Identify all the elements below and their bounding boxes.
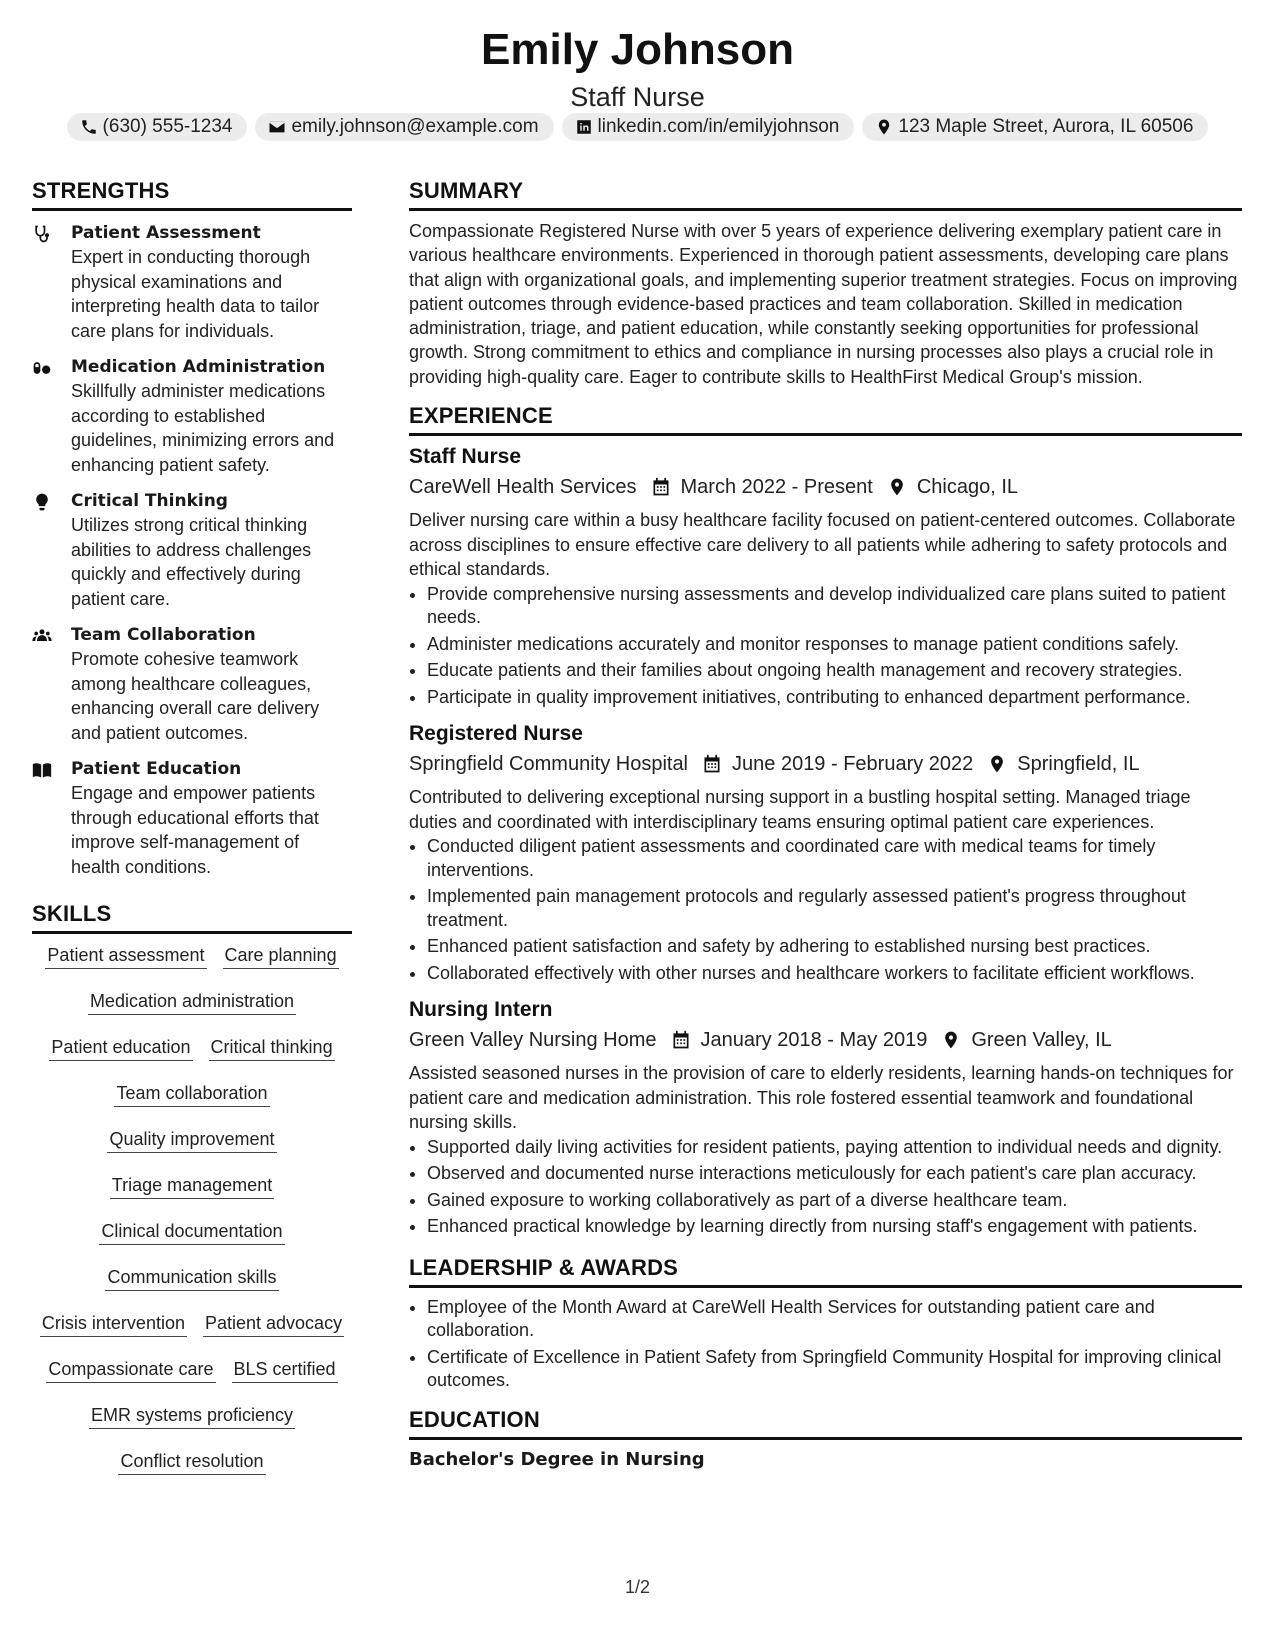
job-description: Assisted seasoned nurses in the provision of care to elderly residents, learning hands-on techniques for patient care and medication administration. This role fostered essential teamwork and foundational nursing skills. (409, 1063, 1234, 1133)
calendar-icon (651, 477, 671, 497)
resume-header (0, 18, 1275, 112)
email-contact[interactable] (255, 113, 553, 141)
job-company: CareWell Health Services (409, 476, 637, 499)
strength-item (32, 355, 352, 477)
summary-heading: SUMMARY (409, 178, 1242, 211)
calendar-icon (702, 754, 722, 774)
job-bullet: • Educate patients and their families about ongoing health management and recovery strategies. (427, 659, 1242, 683)
job-title: Nursing Intern (409, 998, 553, 1022)
strength-desc: Expert in conducting thorough physical examinations and interpreting health data to tailor care plans for individuals. (71, 247, 320, 341)
experience-heading: EXPERIENCE (409, 403, 1242, 436)
job-bullet: • Supported daily living activities for resident patients, paying attention to individual needs and dignity. (427, 1136, 1242, 1160)
job-bullet: • Participate in quality improvement initiatives, contributing to enhanced department performance. (427, 686, 1242, 710)
job-bullet: • Administer medications accurately and monitor responses to manage patient conditions safely. (427, 633, 1242, 657)
strength-item (32, 623, 352, 745)
contact-bar (0, 113, 1275, 141)
map-pin-icon (941, 1030, 961, 1050)
linkedin-text: linkedin.com/in/emilyjohnson (597, 116, 840, 137)
education-heading: EDUCATION (409, 1407, 1242, 1440)
right-column (409, 178, 1242, 1472)
strength-title: Patient Education (71, 759, 242, 779)
leadership-list (409, 1296, 1242, 1393)
page-number: 1/2 (624, 1577, 651, 1597)
job-bullet: • Enhanced practical knowledge by learning directly from nursing staff's engagement with patients. (427, 1215, 1242, 1239)
email-text: emily.johnson@example.com (291, 116, 539, 137)
left-column (32, 178, 352, 1495)
job-dates: June 2019 - February 2022 (732, 753, 974, 776)
skill-tag: Crisis intervention (40, 1311, 187, 1337)
map-pin-icon (875, 118, 893, 136)
skill-tag: Triage management (110, 1173, 274, 1199)
candidate-title: Staff Nurse (570, 82, 705, 112)
lightbulb-icon (32, 492, 52, 512)
job-bullets (409, 1136, 1242, 1239)
job-bullets (409, 835, 1242, 985)
strength-item (32, 221, 352, 343)
book-icon (32, 760, 52, 780)
phone-contact[interactable] (67, 113, 248, 141)
job-bullet: • Implemented pain management protocols and regularly assessed patient's progress throughout treatment. (427, 885, 1242, 932)
leadership-item: • Certificate of Excellence in Patient Safety from Springfield Community Hospital for improving clinical outcomes. (427, 1346, 1242, 1393)
job-description: Contributed to delivering exceptional nursing support in a bustling hospital setting. Managed triage duties and coordinated with interdisciplinary teams ensuring optimal patient care experiences. (409, 787, 1191, 832)
job-bullet: • Collaborated effectively with other nurses and healthcare workers to facilitate efficient workflows. (427, 962, 1242, 986)
job-bullet: • Conducted diligent patient assessments and coordinated care with medical teams for timely interventions. (427, 835, 1242, 882)
linkedin-icon (575, 118, 593, 136)
envelope-icon (268, 118, 286, 136)
job-bullet: • Observed and documented nurse interactions meticulously for each patient's care plan accuracy. (427, 1162, 1242, 1186)
job-company: Green Valley Nursing Home (409, 1029, 657, 1052)
strength-desc: Engage and empower patients through educational efforts that improve self-management of health conditions. (71, 783, 319, 877)
job-meta (409, 472, 1242, 502)
strengths-list (32, 221, 352, 879)
stethoscope-icon (32, 224, 52, 244)
strength-desc: Utilizes strong critical thinking abilities to address challenges quickly and effectively during patient care. (71, 515, 312, 609)
calendar-icon (671, 1030, 691, 1050)
strength-item (32, 489, 352, 611)
users-icon (32, 626, 52, 646)
job-title: Staff Nurse (409, 445, 522, 469)
skills-list (32, 934, 352, 1495)
job-dates: March 2022 - Present (680, 476, 873, 499)
job-bullets (409, 583, 1242, 710)
skill-tag: Medication administration (88, 989, 296, 1015)
job-location: Springfield, IL (1017, 753, 1140, 776)
job-entry (409, 442, 1242, 709)
strength-item (32, 757, 352, 879)
address-text: 123 Maple Street, Aurora, IL 60506 (898, 116, 1194, 137)
phone-icon (80, 118, 98, 136)
leadership-item: • Employee of the Month Award at CareWell Health Services for outstanding patient care and collaboration. (427, 1296, 1242, 1343)
pills-icon (32, 358, 52, 378)
job-bullet: • Enhanced patient satisfaction and safety by adhering to established nursing best practices. (427, 935, 1242, 959)
summary-text: Compassionate Registered Nurse with over 5 years of experience delivering exemplary patient care in various healthcare environments. Experienced in thorough patient assessments, developing care plans that align with organizational goals, and implementing superior treatment strategies. Focus on improving patient outcomes through evidence-based practices and team collaboration. Skilled in medication administration, triage, and patient education, while constantly seeking opportunities for professional growth. Strong commitment to ethics and compliance in nursing processes also plays a crucial role in providing high-quality care. Eager to contribute skills to HealthFirst Medical Group's mission. (409, 221, 1238, 387)
strength-title: Patient Assessment (71, 223, 261, 243)
candidate-name: Emily Johnson (481, 25, 794, 74)
strength-desc: Promote cohesive teamwork among healthcare colleagues, enhancing overall care delivery and patient outcomes. (71, 649, 320, 743)
linkedin-contact[interactable] (562, 113, 855, 141)
skill-tag: Patient assessment (45, 943, 206, 969)
address-contact[interactable] (862, 113, 1208, 141)
job-description: Deliver nursing care within a busy healthcare facility focused on patient-centered outcomes. Collaborate across disciplines to ensure effective care delivery to all patients while adhering to safety protocols and ethical standards. (409, 510, 1236, 580)
skill-tag: Team collaboration (114, 1081, 269, 1107)
job-bullet: • Gained exposure to working collaboratively as part of a diverse healthcare team. (427, 1189, 1242, 1213)
strength-desc: Skillfully administer medications according to established guidelines, minimizing errors and enhancing patient safety. (71, 381, 335, 475)
skill-tag: Patient advocacy (203, 1311, 344, 1337)
skill-tag: Critical thinking (209, 1035, 335, 1061)
job-dates: January 2018 - May 2019 (700, 1029, 928, 1052)
skills-heading: SKILLS (32, 901, 352, 934)
skill-tag: BLS certified (232, 1357, 338, 1383)
job-company: Springfield Community Hospital (409, 753, 689, 776)
strength-title: Team Collaboration (71, 625, 256, 645)
job-location: Chicago, IL (916, 476, 1018, 499)
job-meta (409, 749, 1242, 779)
job-location: Green Valley, IL (971, 1029, 1112, 1052)
strengths-heading: STRENGTHS (32, 178, 352, 211)
degree-title: Bachelor's Degree in Nursing (409, 1448, 705, 1470)
job-meta (409, 1025, 1242, 1055)
strength-title: Medication Administration (71, 357, 326, 377)
job-bullet: • Provide comprehensive nursing assessments and develop individualized care plans suited to patient needs. (427, 583, 1242, 630)
job-title: Registered Nurse (409, 722, 583, 746)
strength-title: Critical Thinking (71, 491, 228, 511)
skill-tag: Compassionate care (46, 1357, 215, 1383)
leadership-heading: LEADERSHIP & AWARDS (409, 1255, 1242, 1288)
map-pin-icon (987, 754, 1007, 774)
job-entry (409, 995, 1242, 1239)
job-entry (409, 719, 1242, 985)
map-pin-icon (887, 477, 907, 497)
phone-text: (630) 555-1234 (102, 116, 233, 137)
skill-tag: Care planning (223, 943, 339, 969)
skill-tag: EMR systems proficiency (89, 1403, 295, 1429)
skill-tag: Quality improvement (107, 1127, 276, 1153)
skill-tag: Communication skills (105, 1265, 278, 1291)
skill-tag: Conflict resolution (118, 1449, 265, 1475)
skill-tag: Patient education (49, 1035, 192, 1061)
skill-tag: Clinical documentation (99, 1219, 284, 1245)
